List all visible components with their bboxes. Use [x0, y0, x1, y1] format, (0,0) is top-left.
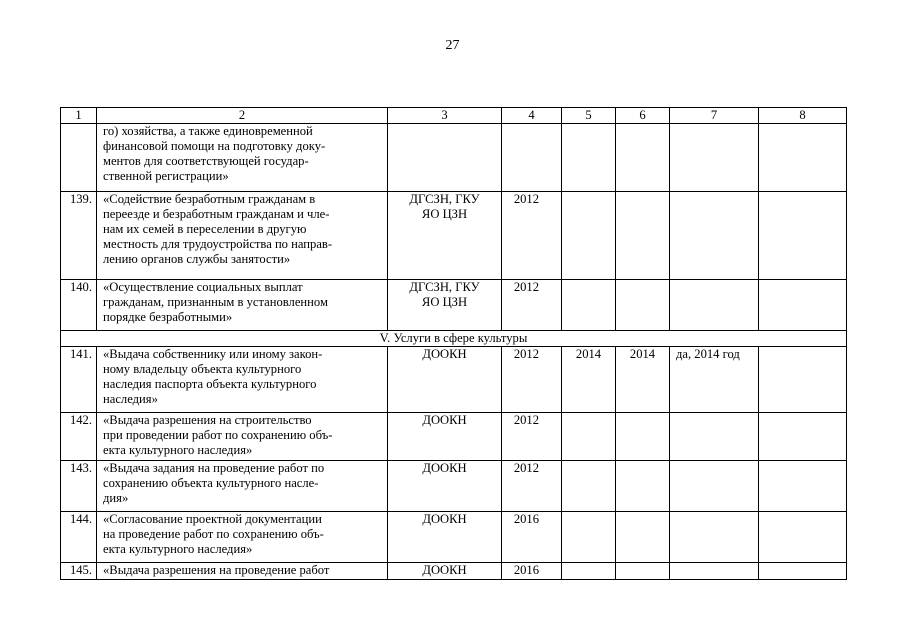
- col7-cell: [670, 192, 759, 280]
- col8-cell: [759, 347, 847, 413]
- col8-cell: [759, 461, 847, 512]
- row-number: 142.: [61, 413, 97, 461]
- row-number: 139.: [61, 192, 97, 280]
- col7-cell: да, 2014 год: [670, 347, 759, 413]
- col6-cell: [616, 124, 670, 192]
- responsible-org: ДГСЗН, ГКУ ЯО ЦЗН: [388, 280, 502, 331]
- service-name: «Выдача задания на проведение работ по сохранению объекта культурного насле- дия»: [97, 461, 388, 512]
- row-number: 145.: [61, 563, 97, 580]
- column-header: 1: [61, 108, 97, 124]
- service-name: «Выдача разрешения на проведение работ: [97, 563, 388, 580]
- col7-cell: [670, 563, 759, 580]
- col5-cell: [562, 461, 616, 512]
- column-header: 3: [388, 108, 502, 124]
- service-name: «Согласование проектной документации на проведение работ по сохранению объ- екта культурного наследия»: [97, 512, 388, 563]
- year-cell: 2016: [502, 512, 562, 563]
- row-number: 140.: [61, 280, 97, 331]
- table-header-row: [61, 108, 847, 124]
- col6-cell: [616, 413, 670, 461]
- table-row: [61, 124, 847, 192]
- page-number: 27: [445, 38, 460, 53]
- col7-cell: [670, 124, 759, 192]
- table-row: [61, 512, 847, 563]
- table-row: [61, 280, 847, 331]
- column-header: 2: [97, 108, 388, 124]
- col7-cell: [670, 461, 759, 512]
- col5-cell: [562, 124, 616, 192]
- year-cell: 2012: [502, 461, 562, 512]
- col6-cell: 2014: [616, 347, 670, 413]
- year-cell: 2012: [502, 347, 562, 413]
- col5-cell: [562, 563, 616, 580]
- col8-cell: [759, 512, 847, 563]
- col6-cell: [616, 461, 670, 512]
- responsible-org: ДООКН: [388, 461, 502, 512]
- table-row: [61, 461, 847, 512]
- responsible-org: [388, 124, 502, 192]
- col5-cell: [562, 280, 616, 331]
- col8-cell: [759, 413, 847, 461]
- table-row: [61, 347, 847, 413]
- col7-cell: [670, 413, 759, 461]
- col5-cell: [562, 413, 616, 461]
- col8-cell: [759, 563, 847, 580]
- responsible-org: ДООКН: [388, 563, 502, 580]
- col5-cell: 2014: [562, 347, 616, 413]
- col5-cell: [562, 192, 616, 280]
- col6-cell: [616, 512, 670, 563]
- col8-cell: [759, 124, 847, 192]
- service-name: «Выдача собственнику или иному закон- ному владельцу объекта культурного наследия паспорта объекта культурного наследия»: [97, 347, 388, 413]
- column-header: 4: [502, 108, 562, 124]
- row-number: 143.: [61, 461, 97, 512]
- year-cell: 2012: [502, 413, 562, 461]
- col7-cell: [670, 512, 759, 563]
- column-header: 7: [670, 108, 759, 124]
- service-name: го) хозяйства, а также единовременной финансовой помощи на подготовку доку- ментов для соответствующей государ- ственной регистрации»: [97, 124, 388, 192]
- year-cell: 2012: [502, 192, 562, 280]
- responsible-org: ДООКН: [388, 512, 502, 563]
- col6-cell: [616, 192, 670, 280]
- year-cell: 2012: [502, 280, 562, 331]
- responsible-org: ДГСЗН, ГКУ ЯО ЦЗН: [388, 192, 502, 280]
- table-row: [61, 192, 847, 280]
- responsible-org: ДООКН: [388, 413, 502, 461]
- col6-cell: [616, 280, 670, 331]
- section-row: [61, 331, 847, 347]
- col6-cell: [616, 563, 670, 580]
- col8-cell: [759, 192, 847, 280]
- col7-cell: [670, 280, 759, 331]
- table-row: [61, 413, 847, 461]
- year-cell: 2016: [502, 563, 562, 580]
- row-number: 144.: [61, 512, 97, 563]
- responsible-org: ДООКН: [388, 347, 502, 413]
- column-header: 8: [759, 108, 847, 124]
- row-number: 141.: [61, 347, 97, 413]
- service-name: «Содействие безработным гражданам в переезде и безработным гражданам и чле- нам их семей в переселении в другую местность для трудоустройства по направ- лению органов службы занятости»: [97, 192, 388, 280]
- col5-cell: [562, 512, 616, 563]
- table-row: [61, 563, 847, 580]
- row-number: [61, 124, 97, 192]
- section-title: V. Услуги в сфере культуры: [61, 331, 847, 347]
- services-table: [60, 107, 847, 580]
- service-name: «Выдача разрешения на строительство при проведении работ по сохранению объ- екта культурного наследия»: [97, 413, 388, 461]
- year-cell: [502, 124, 562, 192]
- column-header: 5: [562, 108, 616, 124]
- column-header: 6: [616, 108, 670, 124]
- service-name: «Осуществление социальных выплат гражданам, признанным в установленном порядке безработными»: [97, 280, 388, 331]
- col8-cell: [759, 280, 847, 331]
